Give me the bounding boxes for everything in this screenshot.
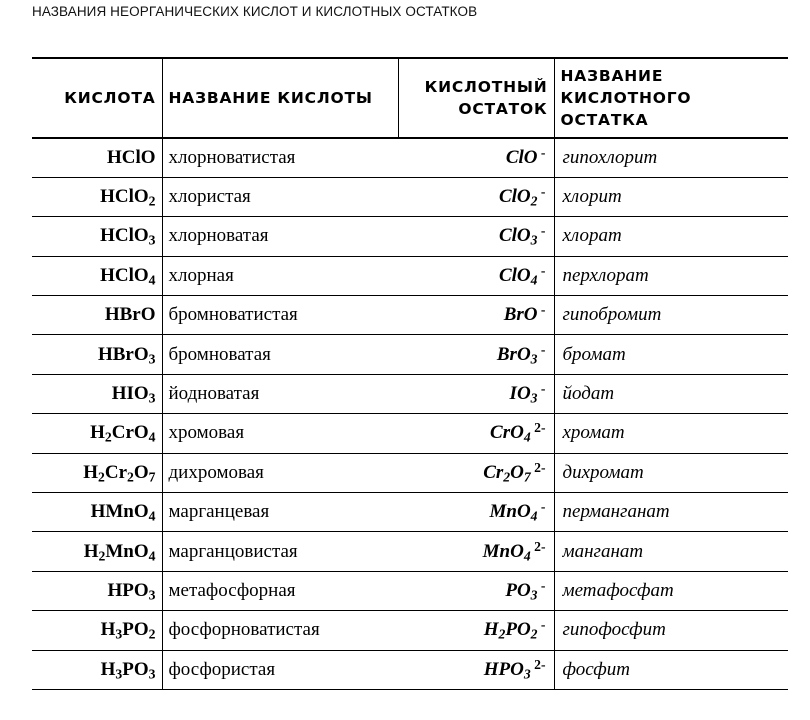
residue-name: метафосфат: [562, 579, 674, 601]
residue-formula-part: MnO: [489, 501, 531, 523]
subscript: 2: [127, 469, 134, 485]
subscript: 2: [148, 193, 156, 209]
subscript: 2: [98, 548, 106, 563]
acid-formula: [32, 374, 162, 413]
residue-formula-part: Cr: [483, 461, 504, 483]
residue-formula-part: BrO: [503, 304, 538, 326]
table-row: [32, 296, 788, 335]
residue-name: гипохлорит: [562, 146, 658, 168]
subscript: 3: [530, 587, 538, 603]
acid-formula: [32, 532, 162, 571]
residue-formula-part: PO: [505, 579, 531, 601]
subscript: 2: [530, 193, 538, 209]
acid-name: хлорноватистая: [168, 146, 296, 168]
acid-formula: [32, 296, 162, 335]
header-residue-name: НАЗВАНИЕ КИСЛОТНОГО ОСТАТКА: [554, 58, 788, 138]
subscript: 3: [148, 351, 156, 367]
residue-formula-part: H: [483, 619, 499, 641]
charge: 2-: [530, 538, 546, 554]
header-acid-name: НАЗВАНИЕ КИСЛОТЫ: [162, 58, 398, 138]
residue-formula: [398, 650, 554, 689]
residue-formula: [398, 414, 554, 453]
table-row: [32, 414, 788, 453]
acid-formula-part: HBrO: [104, 304, 156, 326]
residue-formula-part: ClO: [505, 146, 538, 168]
acid-name: бромноватая: [168, 343, 271, 365]
residue-formula: [398, 335, 554, 374]
residue-formula-part: IO: [509, 383, 531, 405]
acid-formula-part: H: [100, 619, 116, 641]
residue-formula: [398, 217, 554, 256]
subscript: 4: [523, 548, 531, 563]
subscript: 4: [148, 508, 156, 524]
header-acid: КИСЛОТА: [32, 58, 162, 138]
table-row: [32, 374, 788, 413]
residue-formula: [398, 493, 554, 532]
residue-name: хромат: [562, 422, 625, 444]
subscript: 2: [148, 626, 156, 642]
residue-name: йодат: [562, 383, 615, 405]
subscript: 3: [530, 232, 538, 248]
subscript: 4: [148, 272, 156, 288]
residue-name: манганат: [562, 540, 644, 562]
acid-formula-part: CrO: [111, 422, 149, 444]
charge: -: [537, 262, 546, 278]
acid-name: хлорноватая: [168, 225, 269, 247]
subscript: 3: [115, 666, 123, 682]
subscript: 2: [530, 626, 538, 642]
charge: -: [537, 183, 546, 199]
acid-formula-part: MnO: [105, 540, 149, 562]
table-row: [32, 493, 788, 532]
charge: -: [537, 144, 546, 160]
acid-formula-part: H: [83, 540, 99, 562]
charge: 2-: [530, 420, 546, 436]
acid-formula: [32, 414, 162, 453]
residue-formula-part: O: [510, 461, 524, 483]
table-row: [32, 532, 788, 571]
residue-name: перманганат: [562, 501, 670, 523]
residue-formula: [398, 296, 554, 335]
residue-formula-part: CrO: [490, 422, 524, 444]
charge: -: [537, 499, 546, 515]
residue-name: хлорит: [562, 186, 622, 208]
residue-formula: [398, 256, 554, 295]
subscript: 3: [148, 587, 156, 603]
charge: 2-: [530, 656, 546, 672]
acid-formula-part: HPO: [107, 579, 149, 601]
acid-name: дихромовая: [168, 461, 264, 483]
acid-formula-part: PO: [122, 658, 149, 680]
charge: -: [537, 617, 546, 633]
table-row: [32, 177, 788, 216]
acid-name: йодноватая: [168, 383, 260, 405]
charge: -: [537, 223, 546, 239]
subscript: 2: [498, 626, 506, 642]
residue-formula-part: HPO: [483, 658, 524, 680]
subscript: 4: [148, 429, 156, 445]
subscript: 4: [530, 508, 538, 524]
residue-name: гипобромит: [562, 304, 662, 326]
acid-formula: [32, 571, 162, 610]
table-row: [32, 217, 788, 256]
acid-name: бромноватистая: [168, 304, 298, 326]
table-row: [32, 611, 788, 650]
subscript: 7: [148, 469, 156, 485]
acid-formula-part: O: [133, 461, 149, 483]
acid-formula-part: HBrO: [97, 343, 149, 365]
header-row: [32, 58, 788, 138]
acid-formula-part: H: [100, 658, 116, 680]
table-row: [32, 453, 788, 492]
residue-formula: [398, 571, 554, 610]
residue-name: дихромат: [562, 461, 644, 483]
residue-formula: [398, 611, 554, 650]
acid-name: фосфористая: [168, 658, 276, 680]
table-body: [32, 138, 788, 689]
charge: -: [537, 577, 546, 593]
acid-formula-part: HClO: [100, 264, 149, 286]
residue-formula: [398, 374, 554, 413]
residue-formula-part: ClO: [498, 225, 531, 247]
residue-formula-part: ClO: [498, 264, 531, 286]
acids-table: [32, 57, 788, 690]
subscript: 7: [523, 469, 531, 485]
residue-formula: [398, 138, 554, 177]
acid-formula-part: H: [90, 422, 105, 444]
table-row: [32, 256, 788, 295]
subscript: 4: [148, 548, 156, 563]
residue-name: хлорат: [562, 225, 622, 247]
acid-name: марганцевая: [168, 501, 270, 523]
acid-formula: [32, 611, 162, 650]
table-row: [32, 650, 788, 689]
subscript: 3: [148, 666, 156, 682]
table-row: [32, 138, 788, 177]
residue-name: бромат: [562, 343, 626, 365]
residue-name: фосфит: [562, 658, 630, 680]
residue-formula: [398, 453, 554, 492]
charge: -: [537, 380, 546, 396]
residue-formula-part: BrO: [496, 343, 531, 365]
table-row: [32, 335, 788, 374]
acid-formula: [32, 453, 162, 492]
acid-formula: [32, 217, 162, 256]
acid-name: марганцовистая: [168, 540, 298, 562]
subscript: 4: [530, 272, 538, 288]
acid-formula: [32, 138, 162, 177]
residue-name: перхлорат: [562, 264, 649, 286]
acid-formula-part: HIO: [111, 383, 149, 405]
header-residue: КИСЛОТНЫЙ ОСТАТОК: [398, 58, 554, 138]
acid-name: фосфорноватистая: [168, 619, 320, 641]
acid-formula: [32, 256, 162, 295]
table-row: [32, 571, 788, 610]
acid-formula-part: HClO: [100, 225, 149, 247]
page-title: НАЗВАНИЯ НЕОРГАНИЧЕСКИХ КИСЛОТ И КИСЛОТНЫХ ОСТАТКОВ: [32, 4, 478, 19]
acid-formula-part: HClO: [106, 146, 156, 168]
charge: 2-: [530, 459, 546, 475]
subscript: 3: [148, 390, 156, 406]
table-header: [32, 58, 788, 138]
residue-formula-part: MnO: [482, 540, 524, 562]
residue-name: гипофосфит: [562, 619, 666, 641]
acid-formula-part: HMnO: [90, 501, 149, 523]
residue-formula-part: PO: [505, 619, 531, 641]
acid-formula: [32, 650, 162, 689]
subscript: 3: [523, 666, 531, 682]
acid-formula: [32, 493, 162, 532]
acid-formula: [32, 177, 162, 216]
subscript: 2: [503, 469, 511, 485]
subscript: 3: [148, 232, 156, 248]
acid-name: хлорная: [168, 264, 234, 286]
acid-name: хромовая: [168, 422, 245, 444]
subscript: 2: [104, 429, 112, 445]
acid-formula-part: PO: [122, 619, 149, 641]
acid-name: метафосфорная: [168, 579, 296, 601]
subscript: 4: [523, 429, 531, 445]
acid-formula-part: HClO: [100, 186, 149, 208]
subscript: 3: [115, 626, 123, 642]
acid-formula-part: H: [83, 461, 99, 483]
residue-formula-part: ClO: [498, 186, 531, 208]
charge: -: [537, 302, 546, 318]
residue-formula: [398, 532, 554, 571]
residue-formula: [398, 177, 554, 216]
subscript: 3: [530, 351, 538, 367]
charge: -: [537, 341, 546, 357]
acid-formula: [32, 335, 162, 374]
acid-name: хлористая: [168, 186, 251, 208]
subscript: 3: [530, 390, 538, 406]
subscript: 2: [98, 469, 105, 485]
acid-formula-part: Cr: [104, 461, 128, 483]
